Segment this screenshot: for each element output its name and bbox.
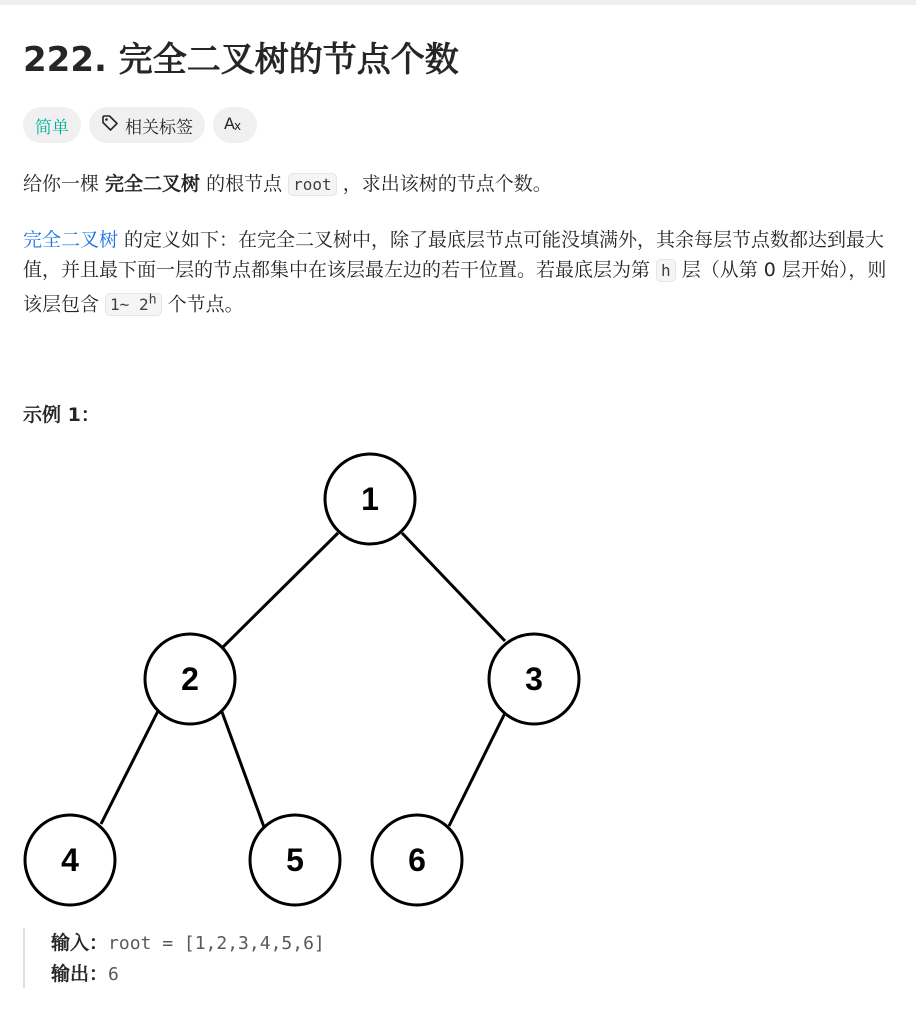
- input-value: root = [1,2,3,4,5,6]: [108, 933, 325, 954]
- desc2-text-b: 层（从第 0 层开始），则该层包含: [23, 259, 887, 316]
- example-output-line: [51, 959, 523, 990]
- translate-icon: [224, 114, 246, 137]
- desc2-code-h: h: [656, 259, 676, 282]
- complete-binary-tree-link[interactable]: 完全二叉树: [23, 229, 119, 251]
- edge-2-5: [222, 712, 264, 827]
- output-value: 6: [108, 964, 119, 985]
- description-paragraph-2: [23, 225, 893, 320]
- translate-button[interactable]: [213, 107, 257, 143]
- desc2-code-range: [105, 293, 162, 316]
- desc1-text-a: 给你一棵: [23, 173, 106, 195]
- tree-node-3-label: 3: [525, 661, 543, 697]
- desc1-text-d: ，求出该树的节点个数。: [336, 173, 552, 195]
- difficulty-badge[interactable]: [23, 107, 81, 143]
- tag-row: [23, 107, 257, 143]
- problem-title: 222. 完全二叉树的节点个数: [23, 40, 459, 80]
- desc1-inline-code: root: [288, 173, 337, 196]
- desc1-bold-term: 完全二叉树: [105, 173, 201, 195]
- tree-node-6-label: 6: [408, 842, 426, 878]
- tree-node-5-label: 5: [286, 842, 304, 878]
- description-paragraph-1: [23, 169, 893, 200]
- tag-icon: [101, 114, 119, 137]
- desc1-text-c: 的根节点: [200, 173, 289, 195]
- desc2-code-range-text: 1~ 2: [110, 295, 149, 315]
- desc2-text-a: 的定义如下：在完全二叉树中，除了最底层节点可能没填满外，其余每层节点数都达到最大值，并且最下面一层的节点都集中在该层最左边的若干位置。若最底层为第: [23, 229, 885, 281]
- tree-node-1-label: 1: [361, 481, 379, 517]
- input-label: 输入：: [51, 932, 109, 954]
- related-tags-label: 相关标签: [125, 117, 193, 138]
- edge-1-3: [402, 533, 505, 641]
- example-1-block: [23, 928, 523, 988]
- example-1-heading: 示例 1：: [23, 404, 100, 426]
- desc2-code-range-sup: h: [148, 293, 157, 308]
- related-tags-button[interactable]: [89, 107, 205, 143]
- output-label: 输出：: [51, 963, 109, 985]
- edge-2-4: [101, 711, 158, 824]
- svg-text:x: x: [234, 118, 242, 132]
- example-tree-diagram: [0, 440, 600, 910]
- edge-3-6: [449, 713, 505, 826]
- desc2-text-c: 个节点。: [161, 293, 244, 316]
- difficulty-label: 简单: [35, 117, 69, 138]
- example-input-line: [51, 928, 523, 959]
- edge-1-2: [222, 533, 338, 648]
- tree-node-2-label: 2: [181, 661, 199, 697]
- svg-text:A: A: [224, 113, 235, 132]
- tree-node-4-label: 4: [61, 842, 79, 878]
- top-bar: [0, 0, 916, 5]
